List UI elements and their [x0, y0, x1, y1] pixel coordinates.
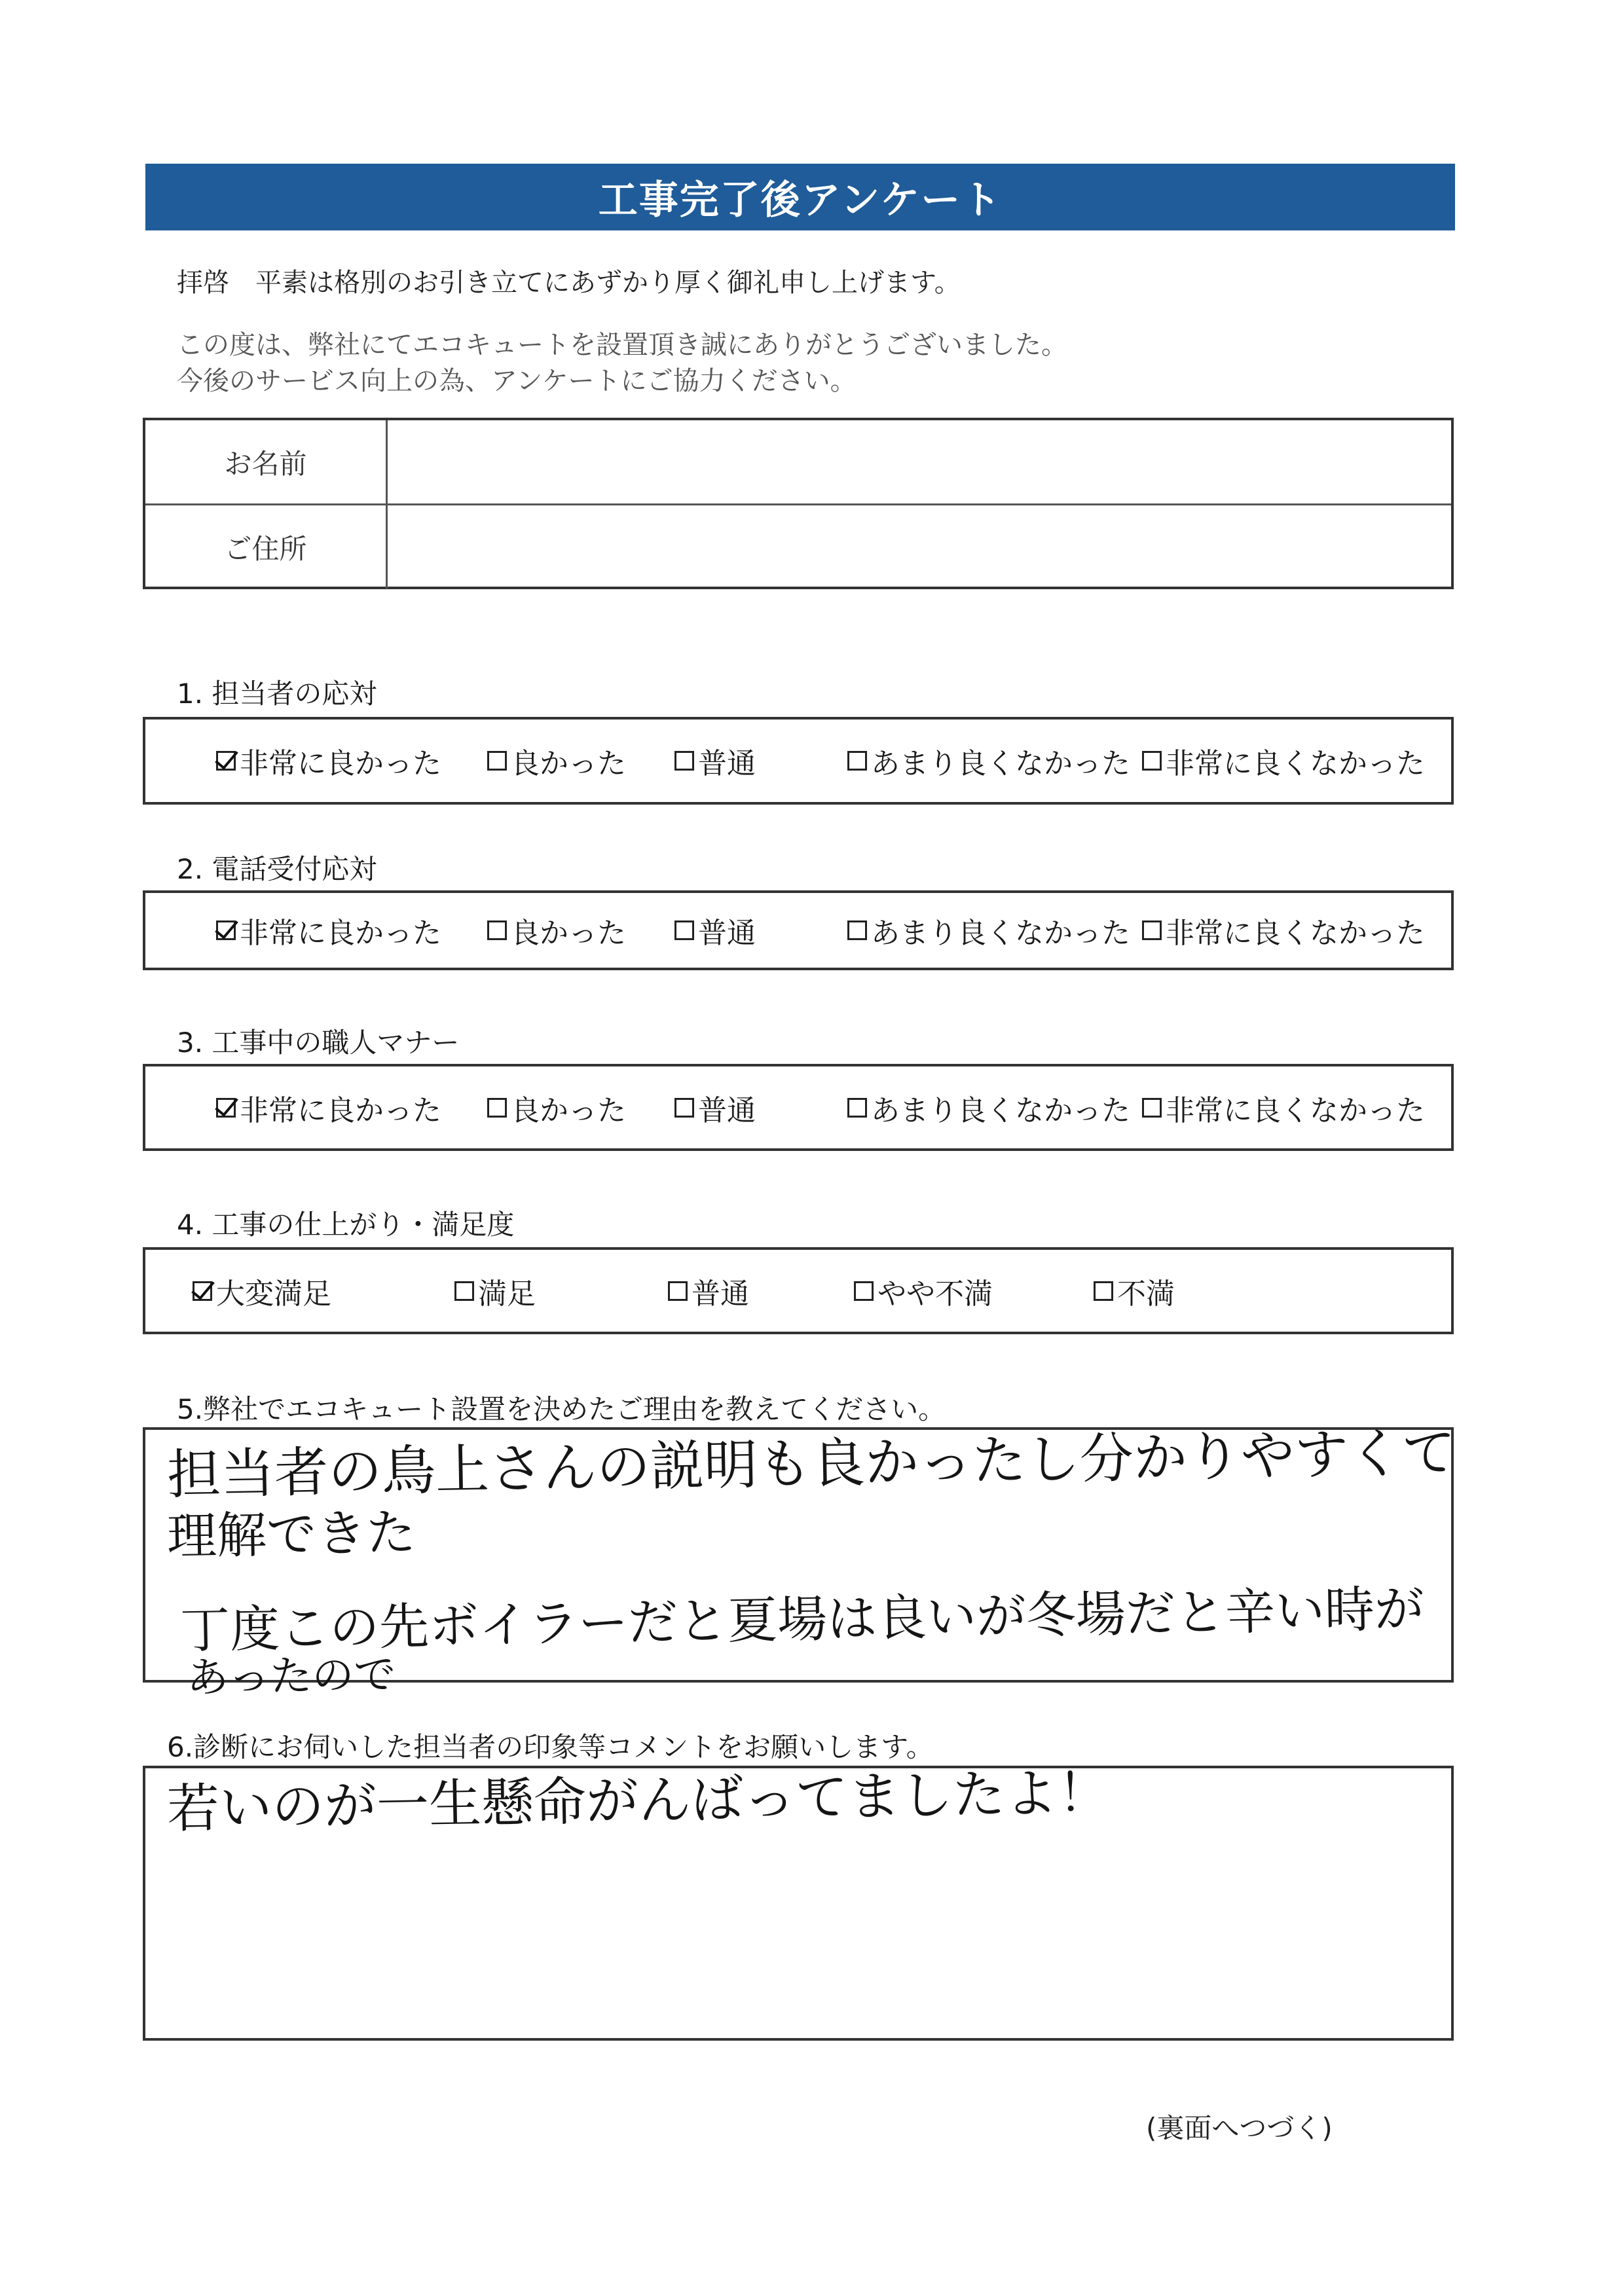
question-6-title: 6.診断にお伺いした担当者の印象等コメントをお願いします。	[167, 1731, 934, 1763]
intro-request: 今後のサービス向上の為、アンケートにご協力ください。	[177, 366, 857, 396]
q3-option-average[interactable]: 普通	[674, 1066, 756, 1148]
q2-option-average[interactable]: 普通	[674, 893, 756, 968]
checkbox-icon	[674, 1098, 694, 1118]
q3-option-good[interactable]: 良かった	[487, 1066, 626, 1148]
continue-on-back-note: (裏面へつづく)	[1146, 2112, 1333, 2144]
checkbox-icon	[847, 920, 867, 940]
question-3-title: 3. 工事中の職人マナー	[177, 1027, 460, 1059]
survey-title-banner: 工事完了後アンケート	[145, 164, 1455, 230]
q4-option-average[interactable]: 普通	[668, 1250, 749, 1332]
question-5-title: 5.弊社でエコキュート設置を決めたご理由を教えてください。	[177, 1393, 946, 1425]
address-field[interactable]	[388, 505, 1451, 589]
q3-option-not-good[interactable]: あまり良くなかった	[847, 1066, 1130, 1148]
checkbox-icon	[1094, 1281, 1113, 1301]
checkbox-icon	[487, 920, 507, 940]
question-1-options	[143, 717, 1454, 805]
intro-greeting: 拝啓 平素は格別のお引き立てにあずかり厚く御礼申し上げます。	[177, 268, 961, 298]
checkbox-icon	[854, 1281, 874, 1301]
q1-option-very-good[interactable]: 非常に良かった	[216, 720, 441, 802]
customer-info-table	[143, 418, 1454, 589]
checkbox-icon	[847, 1098, 867, 1118]
checkbox-icon	[487, 1098, 507, 1118]
checkbox-checked-icon	[193, 1281, 212, 1301]
name-label: お名前	[145, 420, 388, 503]
question-2-options	[143, 890, 1454, 970]
q1-option-good[interactable]: 良かった	[487, 720, 626, 802]
q5-answer-line-2: 理解できた	[166, 1503, 416, 1566]
checkbox-icon	[487, 751, 507, 771]
q1-option-very-bad[interactable]: 非常に良くなかった	[1142, 720, 1425, 802]
q2-option-not-good[interactable]: あまり良くなかった	[847, 893, 1130, 968]
q2-option-very-good[interactable]: 非常に良かった	[216, 893, 441, 968]
q3-option-very-bad[interactable]: 非常に良くなかった	[1142, 1066, 1425, 1148]
q5-answer-line-4: あったので	[186, 1650, 396, 1703]
question-4-options	[143, 1247, 1454, 1334]
q5-answer-line-3: 丁度この先ボイラーだと夏場は良いが冬場だと辛い時が	[179, 1579, 1425, 1660]
checkbox-icon	[674, 751, 694, 771]
checkbox-checked-icon	[216, 920, 236, 940]
q4-option-slightly-dissatisfied[interactable]: やや不満	[854, 1250, 993, 1332]
checkbox-icon	[847, 751, 867, 771]
q5-answer-line-1: 担当者の鳥上さんの説明も良かったし分かりやすくて	[166, 1421, 1456, 1507]
question-4-title: 4. 工事の仕上がり・満足度	[177, 1209, 515, 1241]
checkbox-icon	[674, 920, 694, 940]
question-1-title: 1. 担当者の応対	[177, 678, 377, 710]
q4-option-satisfied[interactable]: 満足	[454, 1250, 536, 1332]
q1-option-not-good[interactable]: あまり良くなかった	[847, 720, 1130, 802]
question-2-title: 2. 電話受付応対	[177, 853, 377, 885]
q4-option-dissatisfied[interactable]: 不満	[1094, 1250, 1175, 1332]
checkbox-icon	[1142, 1098, 1162, 1118]
q2-option-very-bad[interactable]: 非常に良くなかった	[1142, 893, 1425, 968]
address-row	[145, 505, 1451, 589]
checkbox-checked-icon	[216, 1098, 236, 1118]
q6-answer-line-1: 若いのが一生懸命がんばってましたよ！	[166, 1762, 1111, 1840]
q2-option-good[interactable]: 良かった	[487, 893, 626, 968]
address-label: ご住所	[145, 505, 388, 589]
name-field[interactable]	[388, 420, 1451, 503]
q3-option-very-good[interactable]: 非常に良かった	[216, 1066, 441, 1148]
question-3-options	[143, 1064, 1454, 1151]
q1-option-average[interactable]: 普通	[674, 720, 756, 802]
checkbox-icon	[454, 1281, 474, 1301]
name-row	[145, 420, 1451, 505]
q4-option-very-satisfied[interactable]: 大変満足	[193, 1250, 331, 1332]
intro-thanks: この度は、弊社にてエコキュートを設置頂き誠にありがとうございました。	[177, 330, 1067, 360]
checkbox-checked-icon	[216, 751, 236, 771]
checkbox-icon	[1142, 920, 1162, 940]
checkbox-icon	[668, 1281, 688, 1301]
checkbox-icon	[1142, 751, 1162, 771]
